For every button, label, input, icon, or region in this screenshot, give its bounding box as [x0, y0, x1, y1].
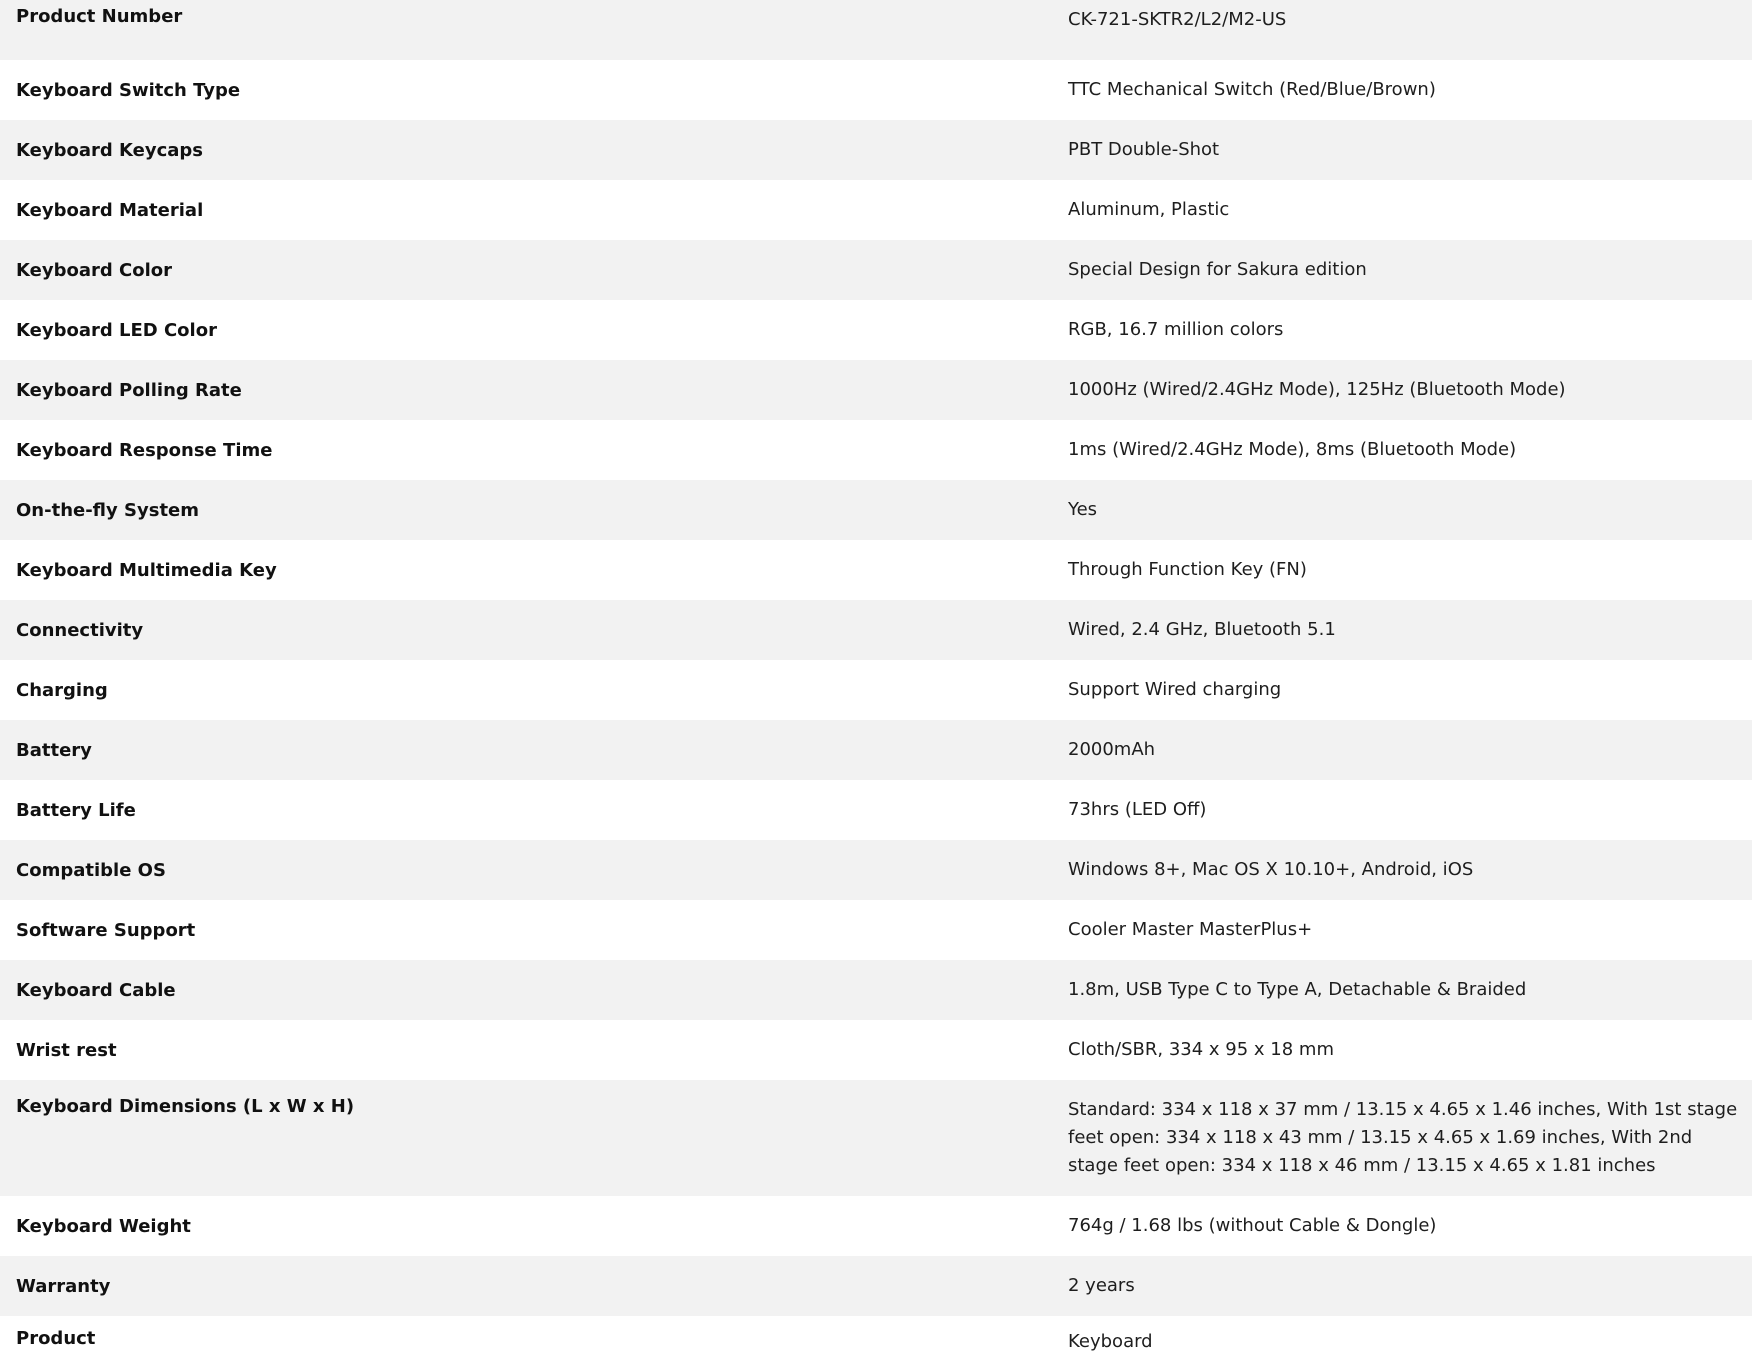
- spec-row-color: [0, 240, 1752, 300]
- spec-row-led-color: [0, 300, 1752, 360]
- spec-row-warranty: [0, 1256, 1752, 1316]
- spec-row-cable: [0, 960, 1752, 1020]
- spec-label: Battery Life: [16, 799, 136, 821]
- spec-value: 1000Hz (Wired/2.4GHz Mode), 125Hz (Bluetooth Mode): [1068, 379, 1566, 400]
- spec-label: Keyboard Material: [16, 199, 204, 221]
- spec-row-product-number: [0, 0, 1752, 60]
- spec-label: Battery: [16, 739, 92, 761]
- spec-value: Standard: 334 x 118 x 37 mm / 13.15 x 4.65 x 1.46 inches, With 1st stage feet open: 334 x 118 x 43 mm / 13.15 x 4.65 x 1.69 inches, With 2nd stage feet open: 334 x 118 x 46 mm / 13.15 x 4.65 x 1.81 inches: [1068, 1099, 1738, 1176]
- spec-value: RGB, 16.7 million colors: [1068, 319, 1284, 340]
- spec-row-wrist-rest: [0, 1020, 1752, 1080]
- spec-label: Product: [16, 1328, 96, 1349]
- spec-value: Cooler Master MasterPlus+: [1068, 919, 1313, 940]
- spec-label: Keyboard Dimensions (L x W x H): [16, 1096, 355, 1117]
- spec-value: 1ms (Wired/2.4GHz Mode), 8ms (Bluetooth Mode): [1068, 439, 1517, 460]
- spec-label: Keyboard Response Time: [16, 439, 273, 461]
- spec-label: On-the-fly System: [16, 499, 200, 521]
- spec-value: PBT Double-Shot: [1068, 139, 1220, 160]
- spec-label: Compatible OS: [16, 859, 166, 881]
- spec-row-polling-rate: [0, 360, 1752, 420]
- spec-label: Keyboard Polling Rate: [16, 379, 242, 401]
- spec-row-dimensions: [0, 1080, 1752, 1196]
- spec-row-battery: [0, 720, 1752, 780]
- spec-row-product: [0, 1316, 1752, 1368]
- spec-label: Keyboard Cable: [16, 979, 176, 1001]
- spec-value: Special Design for Sakura edition: [1068, 259, 1367, 280]
- spec-row-charging: [0, 660, 1752, 720]
- spec-value: Cloth/SBR, 334 x 95 x 18 mm: [1068, 1039, 1334, 1060]
- spec-label: Wrist rest: [16, 1039, 117, 1061]
- spec-value: Keyboard: [1068, 1331, 1153, 1352]
- spec-value: Yes: [1068, 499, 1098, 520]
- spec-row-on-the-fly: [0, 480, 1752, 540]
- spec-row-multimedia-key: [0, 540, 1752, 600]
- spec-value: TTC Mechanical Switch (Red/Blue/Brown): [1068, 79, 1436, 100]
- spec-row-battery-life: [0, 780, 1752, 840]
- spec-value: Through Function Key (FN): [1068, 559, 1307, 580]
- spec-row-response-time: [0, 420, 1752, 480]
- spec-label: Software Support: [16, 919, 196, 941]
- spec-value: 73hrs (LED Off): [1068, 799, 1207, 820]
- spec-row-keycaps: [0, 120, 1752, 180]
- spec-value: Support Wired charging: [1068, 679, 1282, 700]
- spec-label: Keyboard Multimedia Key: [16, 559, 277, 581]
- spec-row-material: [0, 180, 1752, 240]
- spec-row-weight: [0, 1196, 1752, 1256]
- spec-value: 1.8m, USB Type C to Type A, Detachable & Braided: [1068, 979, 1527, 1000]
- spec-row-connectivity: [0, 600, 1752, 660]
- spec-value: 764g / 1.68 lbs (without Cable & Dongle): [1068, 1215, 1437, 1236]
- spec-label: Keyboard LED Color: [16, 319, 217, 341]
- spec-value: Wired, 2.4 GHz, Bluetooth 5.1: [1068, 619, 1336, 640]
- spec-value: CK-721-SKTR2/L2/M2-US: [1068, 9, 1287, 30]
- spec-label: Keyboard Keycaps: [16, 139, 203, 161]
- spec-label: Keyboard Color: [16, 259, 172, 281]
- spec-label: Keyboard Weight: [16, 1215, 191, 1237]
- spec-value: Aluminum, Plastic: [1068, 199, 1230, 220]
- spec-label: Charging: [16, 679, 108, 701]
- spec-value: 2000mAh: [1068, 739, 1156, 760]
- spec-row-switch-type: [0, 60, 1752, 120]
- spec-label: Connectivity: [16, 619, 144, 641]
- spec-row-software-support: [0, 900, 1752, 960]
- spec-value: 2 years: [1068, 1275, 1135, 1296]
- spec-label: Product Number: [16, 6, 183, 27]
- spec-row-compatible-os: [0, 840, 1752, 900]
- spec-value: Windows 8+, Mac OS X 10.10+, Android, iOS: [1068, 859, 1474, 880]
- spec-label: Keyboard Switch Type: [16, 79, 241, 101]
- spec-label: Warranty: [16, 1275, 111, 1297]
